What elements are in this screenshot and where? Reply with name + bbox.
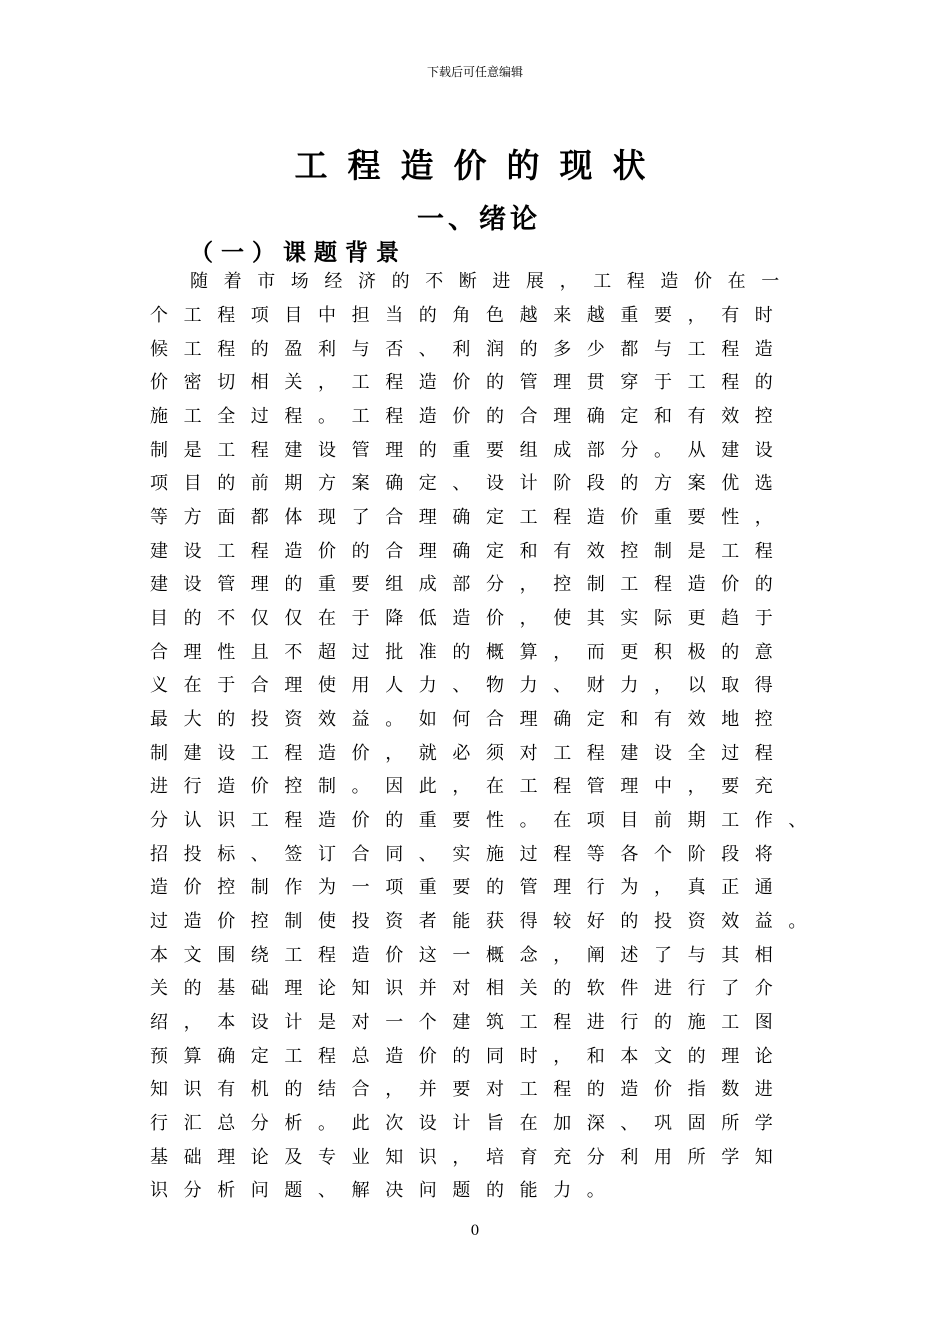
body-line: 绍，本设计是对一个建筑工程进行的施工图 — [150, 1012, 789, 1033]
body-line: 候工程的盈利与否、利润的多少都与工程造 — [150, 339, 789, 360]
body-line: 合理性且不超过批准的概算，而更积极的意 — [150, 642, 789, 663]
body-line: 随着市场经济的不断进展，工程造价在一 — [190, 271, 795, 292]
body-line: 最大的投资效益。如何合理确定和有效地控 — [150, 709, 789, 730]
body-line: 义在于合理使用人力、物力、财力，以取得 — [150, 675, 789, 696]
body-line: 关的基础理论知识并对相关的软件进行了介 — [150, 978, 789, 999]
body-line: 本文围绕工程造价这一概念，阐述了与其相 — [150, 945, 789, 966]
body-line: 识分析问题、解决问题的能力。 — [150, 1180, 621, 1201]
body-line: 进行造价控制。因此，在工程管理中，要充 — [150, 776, 789, 797]
body-line: 制建设工程造价，就必须对工程建设全过程 — [150, 743, 789, 764]
body-line: 建设管理的重要组成部分，控制工程造价的 — [150, 574, 789, 595]
body-line: 过造价控制使投资者能获得较好的投资效益。 — [150, 911, 822, 932]
body-line: 招投标、签订合同、实施过程等各个阶段将 — [150, 844, 789, 865]
body-line: 分认识工程造价的重要性。在项目前期工作、 — [150, 810, 822, 831]
body-line: 个工程项目中担当的角色越来越重要，有时 — [150, 305, 789, 326]
body-line: 项目的前期方案确定、设计阶段的方案优选 — [150, 473, 789, 494]
body-line: 目的不仅仅在于降低造价，使其实际更趋于 — [150, 608, 789, 629]
section-heading: 一、绪论 — [417, 204, 541, 235]
body-line: 价密切相关，工程造价的管理贯穿于工程的 — [150, 372, 789, 393]
body-line: 等方面都体现了合理确定工程造价重要性， — [150, 507, 789, 528]
body-line: 制是工程建设管理的重要组成部分。从建设 — [150, 440, 789, 461]
body-line: 行汇总分析。此次设计旨在加深、巩固所学 — [150, 1113, 789, 1134]
body-line: 知识有机的结合，并要对工程的造价指数进 — [150, 1079, 789, 1100]
body-line: 基础理论及专业知识，培育充分利用所学知 — [150, 1147, 789, 1168]
subsection-heading: （一）课题背景 — [190, 240, 407, 266]
body-line: 造价控制作为一项重要的管理行为，真正通 — [150, 877, 789, 898]
body-line: 建设工程造价的合理确定和有效控制是工程 — [150, 541, 789, 562]
body-line: 预算确定工程总造价的同时，和本文的理论 — [150, 1046, 789, 1067]
document-title: 工程造价的现状 — [294, 146, 666, 185]
body-line: 施工全过程。工程造价的合理确定和有效控 — [150, 406, 789, 427]
page-header: 下载后可任意编辑 — [426, 65, 523, 79]
page-number: 0 — [470, 1223, 480, 1239]
